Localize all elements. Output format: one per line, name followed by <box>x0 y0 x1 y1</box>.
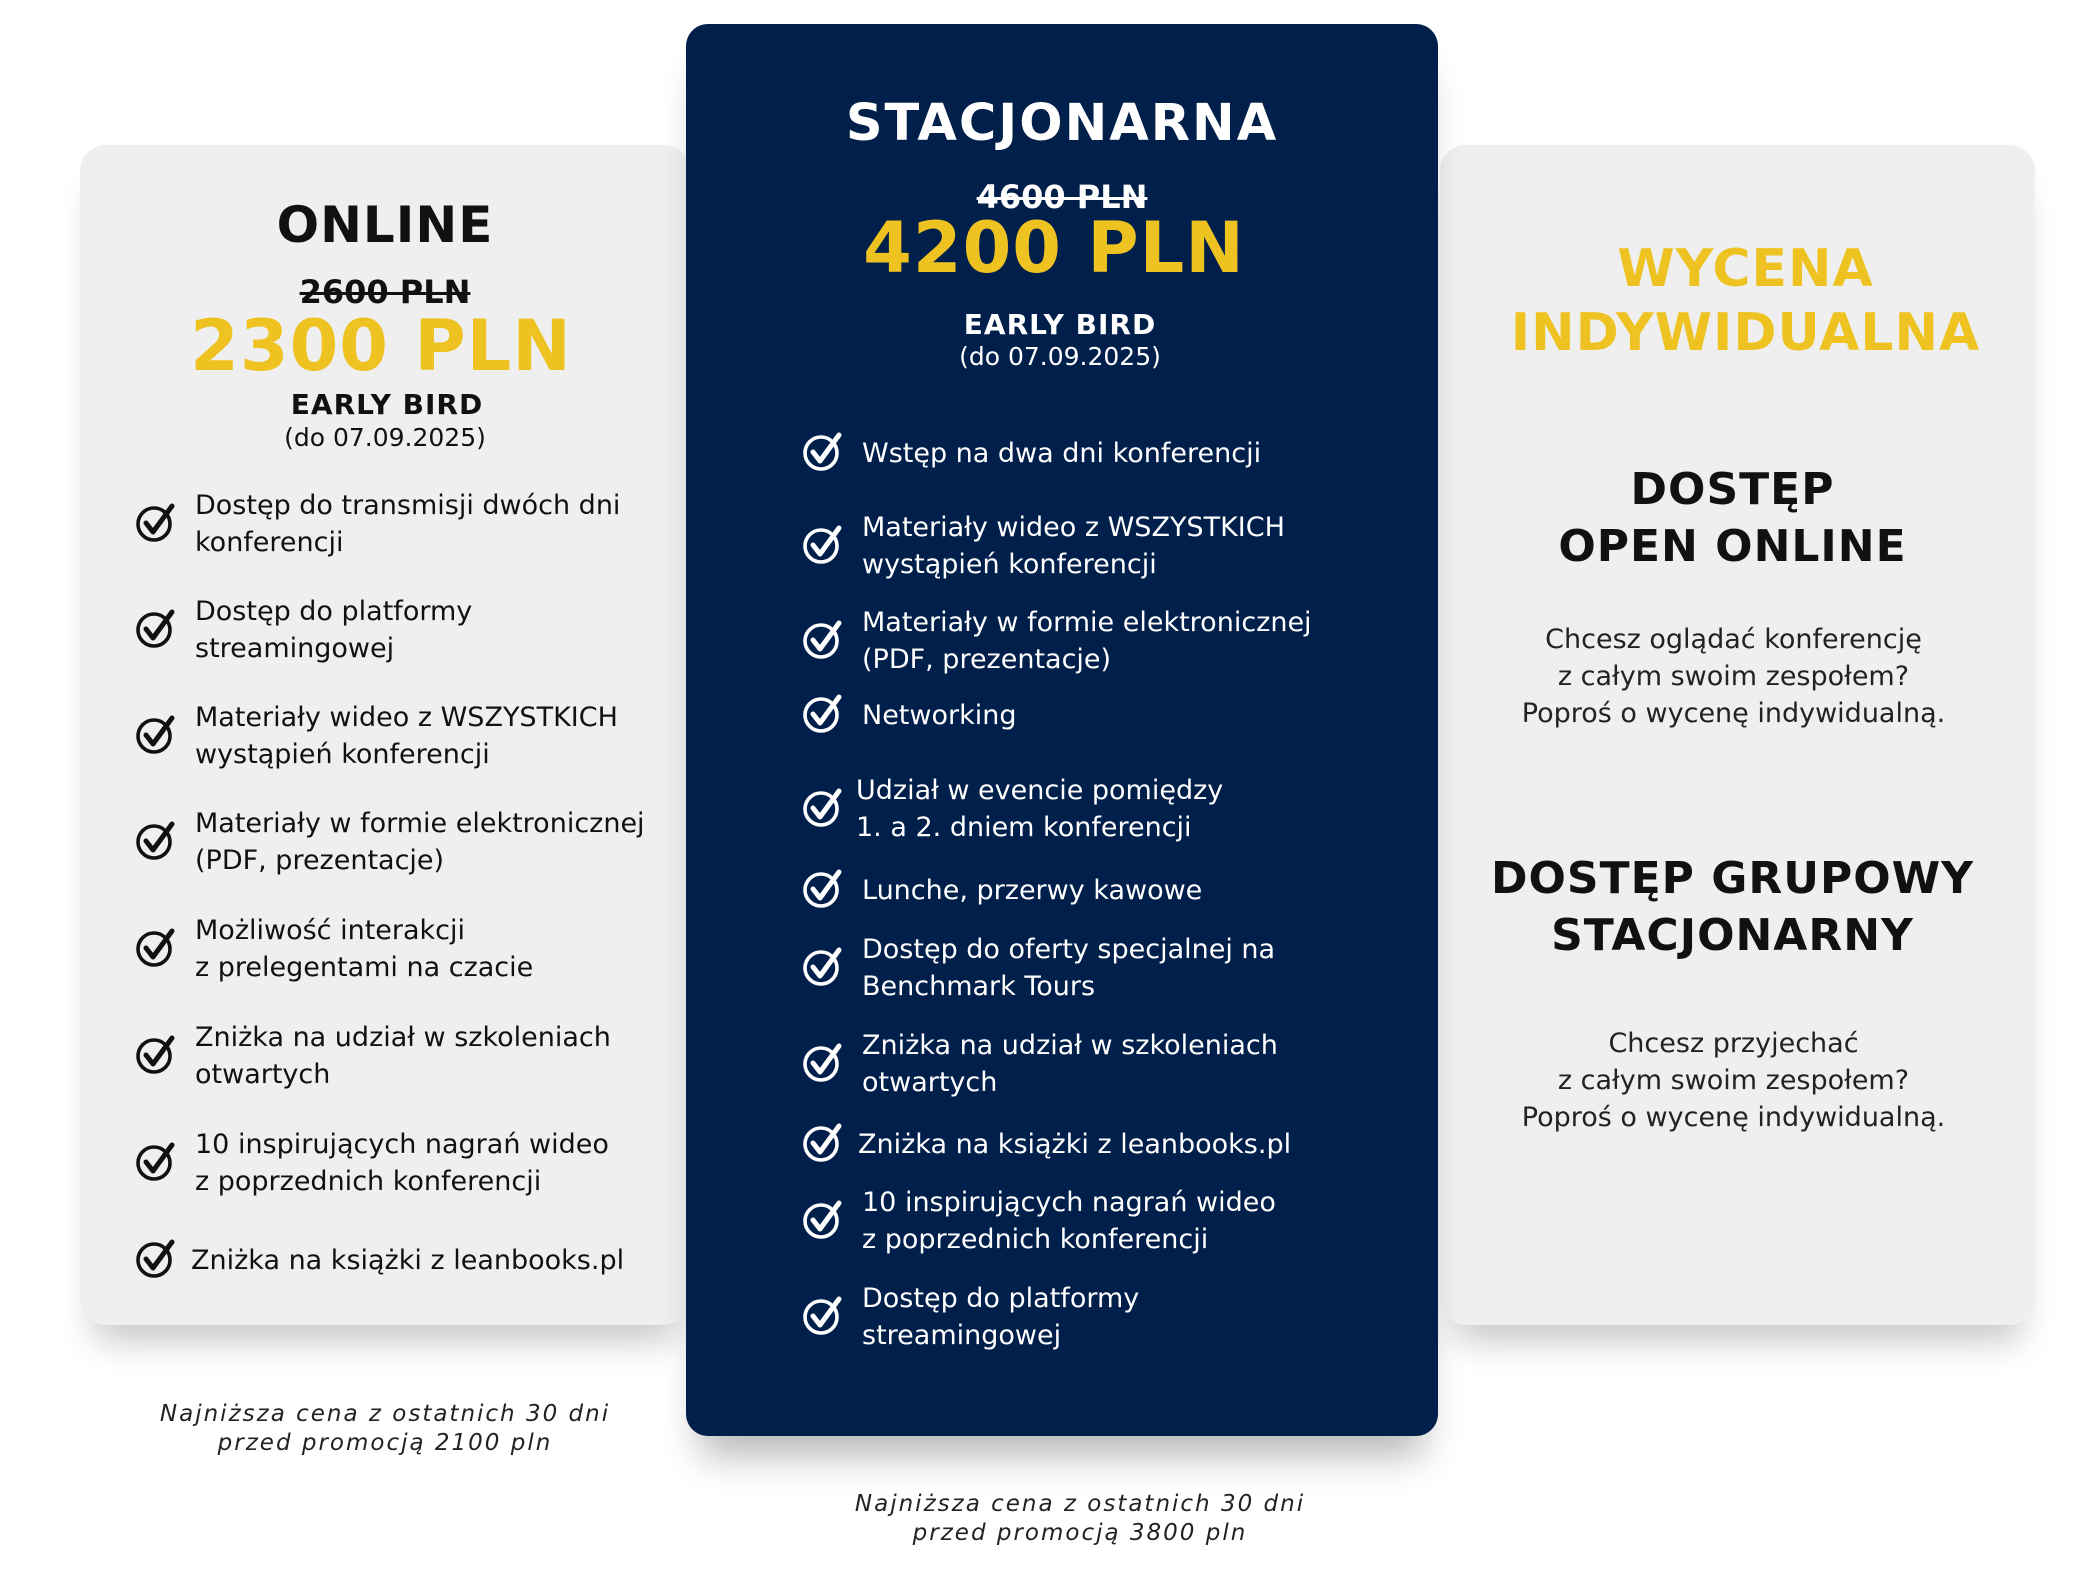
check-circle-icon <box>135 1033 177 1079</box>
online-feature-item <box>135 1019 611 1093</box>
online-feature-item <box>135 1237 624 1283</box>
stacjonarna-feature-item <box>802 1121 1291 1167</box>
stacjonarna-feature-text: Materiały w formie elektronicznej (PDF, prezentacje) <box>862 607 1312 675</box>
stacjonarna-feature-text: Materiały wideo z WSZYSTKICH wystąpień konferencji <box>862 512 1285 580</box>
stacjonarna-feature-text: Lunche, przerwy kawowe <box>862 874 1203 906</box>
stacjonarna-early-bird-date: (do 07.09.2025) <box>959 342 1161 371</box>
individual-pricing-card <box>1440 145 2035 1325</box>
stacjonarna-feature-text: Udział w evencie pomiędzy 1. a 2. dniem konferencji <box>856 775 1224 843</box>
online-feature-text: Dostęp do transmisji dwóch dni konferencji <box>195 490 621 558</box>
stacjonarna-feature-text: Dostęp do platformy streamingowej <box>862 1283 1140 1351</box>
stacjonarna-feature-text: Zniżka na książki z leanbooks.pl <box>858 1128 1292 1160</box>
stacjonarna-feature-item <box>802 604 1312 678</box>
check-circle-icon <box>135 713 177 759</box>
stacjonarna-feature-list <box>802 24 1422 1424</box>
stacjonarna-price: 4200 PLN <box>863 207 1245 289</box>
online-feature-text: Dostęp do platformy streamingowej <box>195 596 473 664</box>
stacjonarna-feature-item <box>802 430 1261 476</box>
online-feature-item <box>135 487 620 561</box>
check-circle-icon <box>802 867 844 913</box>
online-feature-text: 10 inspirujących nagrań wideo z poprzednich konferencji <box>195 1129 609 1197</box>
online-early-bird-date: (do 07.09.2025) <box>284 423 486 452</box>
online-feature-item <box>135 699 618 773</box>
check-circle-icon <box>135 501 177 547</box>
check-circle-icon <box>135 819 177 865</box>
online-feature-text: Materiały wideo z WSZYSTKICH wystąpień konferencji <box>195 702 618 770</box>
check-circle-icon <box>802 1198 844 1244</box>
stacjonarna-feature-item <box>802 1027 1278 1101</box>
stacjonarna-feature-text: Wstęp na dwa dni konferencji <box>862 437 1262 469</box>
stacjonarna-plan-card <box>686 24 1438 1436</box>
check-circle-icon <box>802 1041 844 1087</box>
stacjonarna-feature-item <box>802 1280 1139 1354</box>
check-circle-icon <box>135 1237 177 1283</box>
stacjonarna-plan-title: STACJONARNA <box>845 94 1279 153</box>
check-circle-icon <box>802 945 844 991</box>
online-feature-item <box>135 805 645 879</box>
online-feature-item <box>135 912 533 986</box>
online-lowest-price-note: Najniższa cena z ostatnich 30 dni przed promocją 2100 pln <box>159 1401 611 1456</box>
check-circle-icon <box>135 1140 177 1186</box>
online-plan-title: ONLINE <box>276 196 494 254</box>
stacjonarna-feature-item <box>802 1184 1276 1258</box>
stacjonarna-feature-text: Dostęp do oferty specjalnej na Benchmark Tours <box>862 934 1276 1002</box>
open-online-heading: DOSTĘP OPEN ONLINE <box>1558 464 1907 572</box>
stacjonarna-feature-text: Networking <box>862 699 1017 731</box>
stacjonarna-early-bird-label: EARLY BIRD <box>963 308 1157 341</box>
online-feature-item <box>135 593 472 667</box>
online-early-bird-label: EARLY BIRD <box>290 388 484 421</box>
online-feature-list <box>135 145 675 1325</box>
check-circle-icon <box>135 926 177 972</box>
open-online-description: Chcesz oglądać konferencję z całym swoim zespołem? Poproś o wycenę indywidualną. <box>1521 624 1946 729</box>
online-feature-text: Zniżka na książki z leanbooks.pl <box>191 1244 625 1276</box>
stacjonarna-feature-text: Zniżka na udział w szkoleniach otwartych <box>862 1030 1278 1098</box>
check-circle-icon <box>802 1121 844 1167</box>
check-circle-icon <box>802 523 844 569</box>
online-price: 2300 PLN <box>190 305 572 387</box>
stacjonarna-feature-item <box>802 772 1223 846</box>
check-circle-icon <box>802 786 844 832</box>
online-feature-text: Materiały w formie elektronicznej (PDF, prezentacje) <box>195 808 645 876</box>
stacjonarna-feature-item <box>802 867 1202 913</box>
individual-pricing-title: WYCENA INDYWIDUALNA <box>1510 239 1981 363</box>
online-plan-card <box>80 145 690 1325</box>
check-circle-icon <box>802 1294 844 1340</box>
online-feature-text: Możliwość interakcji z prelegentami na czacie <box>195 915 534 983</box>
group-onsite-heading: DOSTĘP GRUPOWY STACJONARNY <box>1490 853 1975 961</box>
online-feature-text: Zniżka na udział w szkoleniach otwartych <box>195 1022 611 1090</box>
online-feature-item <box>135 1126 609 1200</box>
online-old-price: 2600 PLN <box>299 273 471 311</box>
stacjonarna-feature-item <box>802 509 1285 583</box>
stacjonarna-feature-item <box>802 692 1017 738</box>
stacjonarna-old-price: 4600 PLN <box>976 178 1148 216</box>
check-circle-icon <box>802 692 844 738</box>
stacjonarna-feature-text: 10 inspirujących nagrań wideo z poprzednich konferencji <box>862 1187 1276 1255</box>
check-circle-icon <box>802 618 844 664</box>
check-circle-icon <box>135 607 177 653</box>
stacjonarna-feature-item <box>802 931 1275 1005</box>
check-circle-icon <box>802 430 844 476</box>
stacjonarna-lowest-price-note: Najniższa cena z ostatnich 30 dni przed promocją 3800 pln <box>854 1491 1306 1546</box>
group-onsite-description: Chcesz przyjechać z całym swoim zespołem? Poproś o wycenę indywidualną. <box>1521 1028 1946 1133</box>
